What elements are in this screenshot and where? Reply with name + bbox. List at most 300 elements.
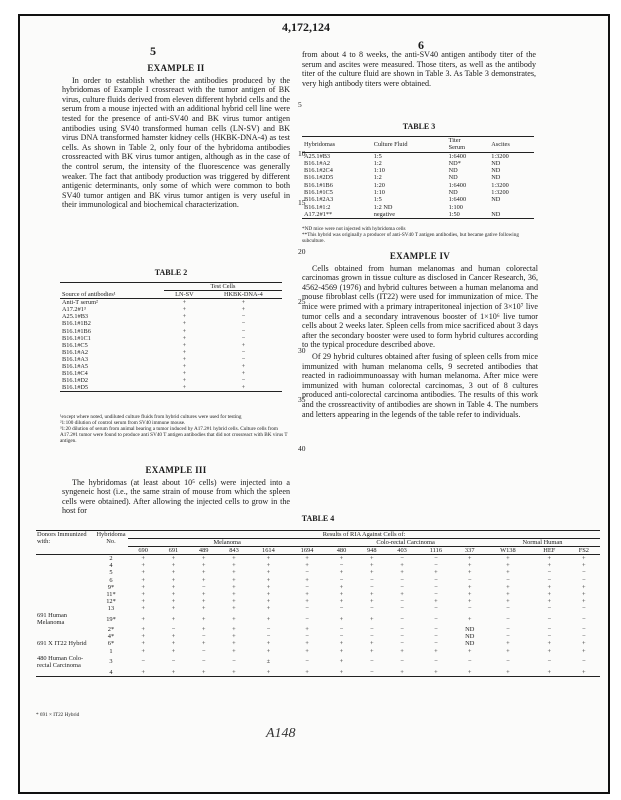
right-column-top xyxy=(302,50,536,90)
table-cell: + xyxy=(582,555,586,563)
table-cell: − xyxy=(241,355,246,363)
table-cell: + xyxy=(467,590,472,598)
table-cell: + xyxy=(305,640,309,648)
table-row xyxy=(36,612,600,626)
table-cell: B16.1#2D5 xyxy=(304,174,334,182)
table4-hybridoma-no: 9* xyxy=(107,583,115,591)
table2-col-header: HKBK-DNA-4 xyxy=(223,291,263,299)
table-cell: + xyxy=(547,640,552,648)
table-cell: + xyxy=(171,647,176,655)
table-cell: − xyxy=(547,626,552,634)
table-row xyxy=(36,655,600,669)
table4-cell-column-header: 1614 xyxy=(262,547,275,555)
table-cell: + xyxy=(305,562,309,570)
table4-donor-cell: 691 X IT22 Hybrid xyxy=(37,640,87,648)
table-cell: B16.1#2A3 xyxy=(304,196,334,204)
table-cell: + xyxy=(182,327,187,335)
table-cell: + xyxy=(201,597,206,605)
table-cell: − xyxy=(582,569,586,577)
table-row xyxy=(36,591,600,598)
table-cell: B16.1#2C4 xyxy=(304,167,333,175)
table-cell: − xyxy=(400,658,404,666)
table-cell: + xyxy=(182,320,187,328)
table-cell: + xyxy=(467,647,472,655)
table-cell: − xyxy=(241,377,246,385)
table-cell: 1:3200 xyxy=(491,152,509,160)
table-cell: B16.1#D2 xyxy=(62,377,89,385)
table-cell: − xyxy=(547,604,552,612)
table-row xyxy=(36,605,600,612)
table-cell: B16.1#1B6 xyxy=(304,181,333,189)
table-cell: − xyxy=(547,576,552,584)
table-cell: + xyxy=(400,590,404,598)
table-cell: − xyxy=(400,626,404,634)
table4-hybridoma-no: 3 xyxy=(109,658,113,666)
table-row xyxy=(36,555,600,563)
patent-page xyxy=(18,14,610,794)
line-number: 30 xyxy=(298,346,306,355)
table4-cell-column-header: FS2 xyxy=(578,547,589,555)
table-cell: B16.1#A2 xyxy=(304,159,331,167)
table-cell: − xyxy=(400,615,404,623)
table-cell: + xyxy=(141,562,145,570)
table-cell: + xyxy=(467,668,472,676)
table-cell: 1:6400 xyxy=(448,181,467,189)
table-cell: + xyxy=(400,562,404,570)
table-row xyxy=(36,569,600,576)
table-cell: − xyxy=(506,604,510,612)
table-cell: − xyxy=(434,562,438,570)
table-cell: + xyxy=(582,647,586,655)
table-cell: − xyxy=(339,562,344,570)
table-cell: + xyxy=(506,590,510,598)
table-cell: + xyxy=(141,626,145,634)
table-cell: − xyxy=(369,626,374,634)
table-cell: + xyxy=(369,597,374,605)
line-number: 20 xyxy=(298,247,306,256)
table-cell: + xyxy=(547,562,552,570)
line-number: 40 xyxy=(298,444,306,453)
table4-hybridoma-no: 4 xyxy=(109,668,113,676)
table2-header-blank xyxy=(60,283,164,291)
table-cell: + xyxy=(305,576,309,584)
table-cell: + xyxy=(582,583,586,591)
table-cell: − xyxy=(547,658,552,666)
table-cell: + xyxy=(201,576,206,584)
table-cell: + xyxy=(434,668,438,676)
table-cell: − xyxy=(582,633,586,641)
table-cell: A17.2#1** xyxy=(304,210,333,218)
right-intro: from about 4 to 8 weeks, the anti-SV40 antigen antibody titer of the serum and ascites were measured. Those titers, as well as the antibody titer of the culture fluid are shown in Table 3. As Table 3 demonstrates, very high antibody titers were obtained. xyxy=(302,50,536,88)
table-cell: + xyxy=(141,604,145,612)
table4-cell-column-header: 403 xyxy=(397,547,407,555)
table-cell: + xyxy=(547,597,552,605)
table-cell: − xyxy=(506,626,510,634)
table-cell: B16.1#C5 xyxy=(62,341,88,349)
table-cell: + xyxy=(467,597,472,605)
table4-hybridoma-no: 2* xyxy=(107,626,115,634)
table-cell: − xyxy=(434,583,438,591)
table-cell: + xyxy=(369,640,374,648)
table-cell: + xyxy=(201,604,206,612)
line-number: 35 xyxy=(298,395,306,404)
table-cell: − xyxy=(305,569,309,577)
table-cell: + xyxy=(201,562,206,570)
table-row xyxy=(36,669,600,677)
table4 xyxy=(36,530,600,677)
table-cell: + xyxy=(232,569,236,577)
table-cell: 1:2 xyxy=(373,159,382,167)
table-row xyxy=(60,349,282,356)
table4-group-header: Melanoma xyxy=(128,539,326,547)
table-cell: + xyxy=(400,647,404,655)
example2-body: In order to establish whether the antibodies produced by the hybridomas of Example I crossreact with the tumor antigen of BK virus, culture fluids derived from eleven different hybrid cells and the serum from a mouse injected with an additional hybrid cell line were tested for the presence of anti-SV40 and BK virus tumor antigen antibodies using SV40 transformed human cells (LN-SV) and BK virus DNA transformed hamster kidney cells (HKBK-DNA-4) as test cells. As shown in Table 2, only four of the hybridoma antibodies crossreacted with BK virus tumor antigen, although as in the case of the control serum, the intensity of the fluorescence was generally weaker. The fact that antibody production was triggered by different antigenic determinants, only some of which were common to both SV40 tumor antigen and BK virus tumor antigen is very useful in their immunological and biochemical characterization. xyxy=(62,75,290,210)
table-cell: + xyxy=(266,555,271,563)
table-cell: + xyxy=(506,668,510,676)
table-cell: + xyxy=(266,668,271,676)
table-cell: + xyxy=(201,640,206,648)
table-row xyxy=(36,648,600,655)
table-cell: − xyxy=(305,658,309,666)
table-cell: − xyxy=(339,576,344,584)
table-cell: + xyxy=(232,640,236,648)
table-cell: B16.1#1B6 xyxy=(62,327,91,335)
table-cell: + xyxy=(582,562,586,570)
table-cell: + xyxy=(582,668,586,676)
table4-cell-column-header: 480 xyxy=(336,547,347,555)
table-cell: − xyxy=(171,626,176,634)
table-cell: B16.1#1:2 xyxy=(304,203,331,211)
table-row xyxy=(36,598,600,605)
table-cell: + xyxy=(141,583,145,591)
table4-cell-column-header: W138 xyxy=(500,547,516,555)
table2-footnotes xyxy=(60,414,288,444)
example2-title: EXAMPLE II xyxy=(147,63,205,73)
table-cell: A25.1#B3 xyxy=(62,313,89,321)
table-cell: + xyxy=(434,569,438,577)
table-cell: B16.1#C4 xyxy=(62,370,88,378)
table-cell: + xyxy=(241,384,246,392)
table3 xyxy=(302,136,534,219)
table-cell: B16.1#A2 xyxy=(62,348,89,356)
table-cell: − xyxy=(305,615,309,623)
table-cell: + xyxy=(201,615,206,623)
table-cell: + xyxy=(266,647,271,655)
table-cell: − xyxy=(400,633,404,641)
table4-hybridoma-no: 13 xyxy=(107,604,115,612)
table-cell: − xyxy=(241,313,246,321)
patent-number: 4,172,124 xyxy=(282,20,330,34)
table-cell: + xyxy=(241,306,246,314)
table4-cell-column-header: 337 xyxy=(464,547,475,555)
footnote: ³1:20 dilution of serum from animal bearing a tumor induced by A17.2#1 hybrid cells. Culture cells from A17.2#1 tumor were found to produce anti SV40 T antigen antibodies that did not crossreact with BK virus T antigen. xyxy=(60,426,288,444)
table2-group-header: Test Cells xyxy=(164,283,282,291)
table-cell: + xyxy=(400,668,404,676)
table-cell: ND xyxy=(448,167,458,175)
table-cell: + xyxy=(582,590,586,598)
table-cell: − xyxy=(201,647,206,655)
table4-donor-cell xyxy=(36,669,94,677)
table3-col-header: Hybridomas xyxy=(304,140,336,148)
table-cell: − xyxy=(339,633,344,641)
table-cell: − xyxy=(400,604,404,612)
table-cell: B16.1#A5 xyxy=(62,363,89,371)
table4-cell-column-header: 690 xyxy=(138,547,148,555)
table-row xyxy=(302,204,534,211)
table-cell: + xyxy=(339,668,344,676)
table-cell: − xyxy=(506,576,510,584)
table-row xyxy=(60,335,282,342)
table4-col-hybridoma: Hybridoma No. xyxy=(96,531,126,546)
table4-group-header: Normal Human xyxy=(485,539,600,547)
table-cell: + xyxy=(339,590,344,598)
table-cell: + xyxy=(232,590,236,598)
table-cell: + xyxy=(305,555,309,563)
table-cell: ND xyxy=(491,210,501,218)
table-row xyxy=(36,633,600,640)
example3-title: EXAMPLE III xyxy=(145,465,207,475)
table-cell: − xyxy=(266,626,271,634)
table-cell: + xyxy=(232,626,236,634)
table4-col-donors: Donors Immunized with: xyxy=(37,531,87,546)
table-cell: − xyxy=(506,658,510,666)
table-cell: ND xyxy=(465,633,475,641)
table-cell: + xyxy=(182,377,187,385)
table-cell: − xyxy=(547,633,552,641)
table-cell: − xyxy=(506,633,510,641)
table-cell: 1:6400 xyxy=(448,196,467,204)
table4-hybridoma-no: 12* xyxy=(106,597,116,605)
footnote: **This hybrid was originally a producer of anti-SV40 T antigen antibodies, but became gative following subculture. xyxy=(302,232,519,244)
table-cell: ND xyxy=(465,640,475,648)
table-cell: A17.2#1³ xyxy=(62,306,86,314)
table-cell: + xyxy=(171,615,176,623)
table4-donor-cell: 480 Human Colo-rectal Carcinoma xyxy=(37,654,84,669)
table-cell: + xyxy=(339,658,344,666)
table-cell: 1:100 xyxy=(448,203,463,211)
table4-hybridoma-no: 4 xyxy=(109,562,113,570)
example4-para2: Of 29 hybrid cultures obtained after fusing of spleen cells from mice immunized with human melanoma cells, 9 secreted antibodies that reacted in radioimmunoassay with human melanoma. After mice were immunized with human colorectal carcinomas, 3 out of 8 cultures produced anti-colorectal carcinoma antibodies. The results of this work and the crossreactivity of antibodies are shown in Table 4. The numbers and letters appearing in the legends of the table refer to individuals. xyxy=(302,351,538,419)
table-cell: + xyxy=(182,334,187,342)
table-cell: − xyxy=(305,633,309,641)
table-cell: + xyxy=(305,626,309,634)
table-cell: + xyxy=(232,647,236,655)
table-cell: − xyxy=(201,658,206,666)
table-cell: − xyxy=(369,604,374,612)
table4-hybridoma-no: 11* xyxy=(106,590,116,598)
table-cell: B16.1#1C1 xyxy=(62,334,91,342)
table-cell: + xyxy=(266,615,271,623)
table3-col-header: Ascites xyxy=(491,140,510,148)
table-cell: + xyxy=(369,647,374,655)
table4-cell-column-header: 691 xyxy=(168,547,179,555)
table4-donor-cell: 691 Human Melanoma xyxy=(37,612,67,627)
example4-title: EXAMPLE IV xyxy=(389,251,451,261)
table-cell: ND* xyxy=(448,159,461,167)
table-row xyxy=(60,356,282,363)
table-cell: + xyxy=(171,555,176,563)
table-cell: ND xyxy=(491,174,501,182)
table-cell: + xyxy=(506,640,510,648)
table-cell: 1:50 xyxy=(448,210,460,218)
table-cell: + xyxy=(369,569,374,577)
table4-body xyxy=(36,555,600,677)
table-cell: + xyxy=(266,583,271,591)
table-cell: − xyxy=(232,658,236,666)
table-cell: 1:5 xyxy=(373,196,382,204)
table3-title: TABLE 3 xyxy=(402,122,436,131)
table4-results-header: Results of RIA Against Cells of: xyxy=(128,531,600,539)
table-cell: ND xyxy=(491,167,501,175)
table-cell: ND xyxy=(491,196,501,204)
table-cell: + xyxy=(467,569,472,577)
table-row xyxy=(302,167,534,174)
table4-donor-cell xyxy=(36,562,94,569)
table-cell: + xyxy=(171,569,176,577)
table-cell: − xyxy=(582,626,586,634)
table-cell: + xyxy=(339,615,344,623)
table-row xyxy=(302,189,534,196)
table-cell: A25.1#B3 xyxy=(304,152,331,160)
left-column-top xyxy=(62,62,290,212)
table-cell: + xyxy=(141,647,145,655)
page-number-right: 6 xyxy=(418,38,424,52)
table4-hybridoma-no: 5 xyxy=(109,569,113,577)
table-cell: + xyxy=(171,562,176,570)
table-cell: + xyxy=(369,555,374,563)
table-cell: B16.1#1C5 xyxy=(304,189,333,197)
table-cell: ND xyxy=(448,174,458,182)
table4-donor-cell xyxy=(36,577,94,584)
table-cell: + xyxy=(506,555,510,563)
table-cell: + xyxy=(467,583,472,591)
table-cell: − xyxy=(171,658,176,666)
table-cell: − xyxy=(547,615,552,623)
table-cell: − xyxy=(467,658,472,666)
table-cell: − xyxy=(434,633,438,641)
table-cell: + xyxy=(305,668,309,676)
table-cell: ND xyxy=(465,626,475,634)
table-cell: + xyxy=(182,299,187,307)
table-cell: + xyxy=(141,615,145,623)
table-cell: 1:5 xyxy=(373,152,382,160)
table-cell: + xyxy=(305,647,309,655)
table-cell: − xyxy=(506,615,510,623)
table-cell: B16.1#1B2 xyxy=(62,320,91,328)
table-cell: + xyxy=(141,590,145,598)
table-row xyxy=(302,160,534,167)
table-cell: + xyxy=(141,569,145,577)
table-cell: ± xyxy=(266,658,271,666)
table-cell: + xyxy=(582,640,586,648)
table-cell xyxy=(489,204,534,211)
table-cell: + xyxy=(241,370,246,378)
table-cell: + xyxy=(467,615,472,623)
table-cell: + xyxy=(182,306,187,314)
page-number-left: 5 xyxy=(150,44,156,58)
table-cell: − xyxy=(241,327,246,335)
table-cell: + xyxy=(582,597,586,605)
table2-col-header: Source of antibodies¹ xyxy=(62,290,116,298)
table-cell: + xyxy=(232,555,236,563)
table4-hybridoma-no: 2 xyxy=(109,555,113,563)
table-cell: − xyxy=(305,583,309,591)
table-cell: − xyxy=(400,583,404,591)
table-cell: − xyxy=(467,604,472,612)
table4-hybridoma-no: 19* xyxy=(106,615,116,623)
footnote: ²1:100 dilution of control serum from SV40 immune mouse. xyxy=(60,420,186,426)
table4-donor-cell xyxy=(36,584,94,591)
example3-body: The hybridomas (at least about 10⁵ cells) were injected into a syngeneic host (i.e., the same strain of mouse from which the spleen cells were obtained). After allowing the injected cells to grow in the host for xyxy=(62,477,290,516)
table-cell: + xyxy=(241,341,246,349)
table-cell: − xyxy=(339,604,344,612)
table-row xyxy=(60,363,282,370)
table-cell: + xyxy=(400,569,404,577)
table4-cell-column-header: 489 xyxy=(198,547,209,555)
table4-cell-column-header: 1116 xyxy=(429,547,443,555)
table-cell: 1:10 xyxy=(373,167,385,175)
table-cell: + xyxy=(266,576,271,584)
table-cell: + xyxy=(305,590,309,598)
table-cell: + xyxy=(201,555,206,563)
table-cell: + xyxy=(266,597,271,605)
table-cell: + xyxy=(547,583,552,591)
table-cell: + xyxy=(434,597,438,605)
table-cell: + xyxy=(547,647,552,655)
table-cell: + xyxy=(506,569,510,577)
table4-donor-cell xyxy=(36,598,94,605)
table-cell: + xyxy=(201,590,206,598)
line-number: 25 xyxy=(298,297,306,306)
table-cell: + xyxy=(171,640,176,648)
table-cell: − xyxy=(241,348,246,356)
table-cell: B16.1#A3 xyxy=(62,355,89,363)
table-cell: + xyxy=(506,597,510,605)
table4-cell-column-header: 843 xyxy=(229,547,239,555)
table-cell: + xyxy=(182,355,187,363)
table-row xyxy=(60,299,282,307)
table2-title: TABLE 2 xyxy=(154,268,188,277)
table4-donor-cell xyxy=(36,648,94,655)
table-cell: − xyxy=(547,569,552,577)
table-cell: + xyxy=(339,647,344,655)
table-cell: − xyxy=(582,658,586,666)
table-cell: − xyxy=(339,626,344,634)
table-cell: + xyxy=(369,615,374,623)
table4-cell-column-header: 948 xyxy=(366,547,377,555)
table-cell: + xyxy=(182,348,187,356)
table-cell: + xyxy=(467,555,472,563)
line-number: 15 xyxy=(298,198,306,207)
table-cell: + xyxy=(339,583,344,591)
table-cell: + xyxy=(506,647,510,655)
table-row xyxy=(36,626,600,633)
table-cell: + xyxy=(506,583,510,591)
example4-para1: Cells obtained from human melanomas and human colorectal carcinomas grown in tissue culture as disclosed in Cancer Research, 36, 4562-4569 (1976) and hybrid cultures between a human melanoma and mouse fibroblast cells (IT22) were used for immunization of mice. The mice were primed with a primary intraperitoneal injection of 3×10⁷ live tumor cells and a secondary intravenous booster of 1×10⁶ live tumor cells about 2 weeks later. Spleen cells from mice sacrificed about 3 days after the secondary booster were used to form hybrid cultures according to the typical procedure described above. xyxy=(302,263,538,350)
table-cell: − xyxy=(434,576,438,584)
table-row xyxy=(60,342,282,349)
table-cell: + xyxy=(506,562,510,570)
footnote: *ND mice were not injected with hybridoma cells xyxy=(302,226,406,232)
line-number: 5 xyxy=(298,100,302,109)
table-cell: − xyxy=(434,658,438,666)
table-cell: − xyxy=(369,633,374,641)
table-cell: − xyxy=(400,576,404,584)
table-cell: ND xyxy=(448,189,458,197)
table-cell: + xyxy=(339,555,344,563)
table-cell: − xyxy=(582,576,586,584)
table-cell: + xyxy=(232,633,236,641)
